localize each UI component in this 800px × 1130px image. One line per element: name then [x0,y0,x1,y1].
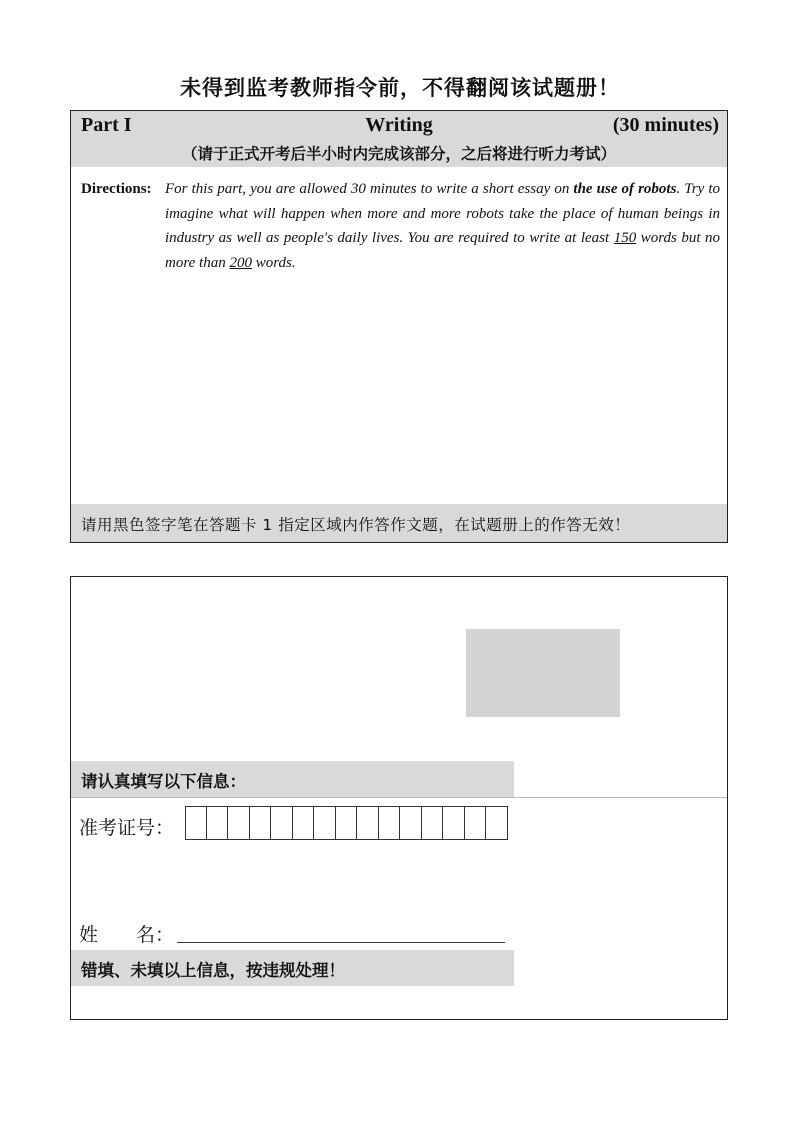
exam-id-digit-cell[interactable] [314,806,336,840]
warning-text: 错填、未填以上信息，按违规处理！ [81,961,345,980]
writing-section [70,110,728,543]
exam-id-digit-cell[interactable] [465,806,487,840]
barcode-placeholder [466,629,620,717]
exam-id-digit-cell[interactable] [357,806,379,840]
exam-id-digit-cell[interactable] [422,806,444,840]
directions-label: Directions: [81,181,152,197]
divider [71,797,727,798]
exam-id-digit-cell[interactable] [293,806,315,840]
candidate-info-section [70,576,728,1020]
warning-band [71,950,514,986]
part-header [71,111,727,167]
answer-sheet-notice [71,504,727,542]
part-title: Writing [365,114,433,136]
name-field[interactable] [177,942,505,943]
top-notice: 未得到监考教师指令前，不得翻阅该试题册！ [180,76,620,100]
exam-id-digit-cell[interactable] [443,806,465,840]
exam-id-digit-cell[interactable] [379,806,401,840]
exam-id-digit-cell[interactable] [228,806,250,840]
exam-id-grid[interactable] [185,806,508,840]
exam-id-digit-cell[interactable] [271,806,293,840]
exam-id-digit-cell[interactable] [250,806,272,840]
exam-id-digit-cell[interactable] [207,806,229,840]
name-label: 姓 名： [79,924,175,946]
exam-id-digit-cell[interactable] [336,806,358,840]
info-header-text: 请认真填写以下信息： [81,772,246,791]
max-words: 200 [229,254,252,271]
exam-id-label: 准考证号： [79,817,175,839]
part-label: Part I [81,114,132,136]
info-header [71,761,514,797]
exam-id-digit-cell[interactable] [486,806,508,840]
answer-sheet-notice-text: 请用黑色签字笔在答题卡 1 指定区域内作答作文题，在试题册上的作答无效！ [81,516,631,534]
exam-id-digit-cell[interactable] [185,806,207,840]
part-time: (30 minutes) [612,114,719,136]
exam-id-digit-cell[interactable] [400,806,422,840]
directions-text: For this part, you are allowed 30 minutes to write a short essay on the use of robots. Try to imagine what will happen when more and more robots take the place of human beings in industry as well as people's daily lives. You are required to write at least 150 words but no more than 200 words. [165,181,721,271]
essay-topic: the use of robots [573,181,677,197]
min-words: 150 [613,230,637,246]
part-subtitle: （请于正式开考后半小时内完成该部分，之后将进行听力考试） [181,145,616,163]
